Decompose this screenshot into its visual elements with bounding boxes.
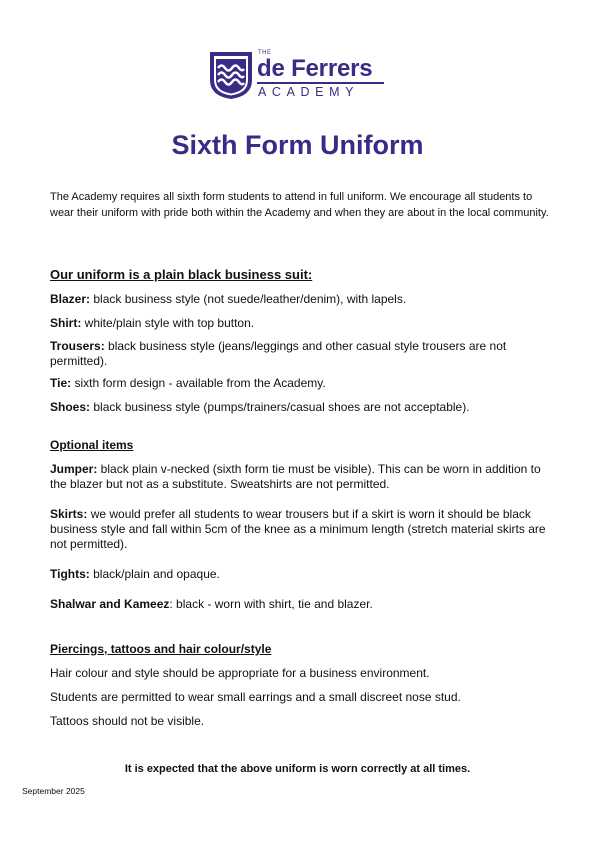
- item-text: : black - worn with shirt, tie and blazer.: [169, 597, 373, 611]
- tattoos-rule-text: Tattoos should not be visible.: [50, 714, 205, 728]
- intro-paragraph: The Academy requires all sixth form students to attend in full uniform. We encourage all students to wear their uniform with pride both within the Academy and when they are about in the local community.: [50, 191, 549, 219]
- item-label: Blazer:: [50, 292, 91, 306]
- suit-heading: Our uniform is a plain black business suit:: [50, 267, 313, 282]
- item-label: Skirts:: [50, 507, 88, 521]
- item-label: Shoes:: [50, 400, 91, 414]
- uniform-item-tie: [50, 376, 550, 391]
- optional-item-jumper: [50, 462, 550, 492]
- item-label: Tie:: [50, 376, 72, 390]
- optional-item-tights: [50, 567, 550, 582]
- uniform-item-shirt: [50, 316, 550, 331]
- item-text: black business style (not suede/leather/denim), with lapels.: [90, 292, 407, 306]
- hair-rule-text: Hair colour and style should be appropriate for a business environment.: [50, 666, 430, 680]
- logo-name-text: de Ferrers: [257, 55, 373, 82]
- item-text: black business style (jeans/leggings and other casual style trousers are not permitted).: [50, 339, 507, 368]
- optional-heading: Optional items: [50, 438, 134, 452]
- optional-item-skirts: [50, 507, 550, 552]
- item-label: Shalwar and Kameez: [50, 597, 170, 611]
- item-label: Tights:: [50, 567, 90, 581]
- logo-the-text: THE: [258, 50, 272, 56]
- item-text: sixth form design - available from the Academy.: [71, 376, 326, 390]
- item-text: white/plain style with top button.: [81, 316, 255, 330]
- item-label: Trousers:: [50, 339, 105, 353]
- earrings-rule-text: Students are permitted to wear small earrings and a small discreet nose stud.: [50, 690, 461, 704]
- academy-logo: [208, 50, 388, 102]
- optional-item-shalwar-kameez: [50, 597, 550, 612]
- uniform-item-trousers: [50, 339, 550, 369]
- uniform-expectation-note: It is expected that the above uniform is worn correctly at all times.: [124, 763, 471, 775]
- uniform-item-shoes: [50, 400, 550, 415]
- item-text: black/plain and opaque.: [89, 567, 220, 581]
- item-text: we would prefer all students to wear trousers but if a skirt is worn it should be black business style and fall within 5cm of the knee as a minimum length (stretch material skirts are not permitted).: [50, 507, 546, 551]
- item-label: Jumper:: [50, 462, 98, 476]
- logo-academy-text: ACADEMY: [258, 85, 360, 99]
- item-text: black business style (pumps/trainers/casual shoes are not acceptable).: [90, 400, 470, 414]
- page-title: Sixth Form Uniform: [171, 130, 424, 160]
- document-date: September 2025: [22, 786, 85, 796]
- item-text: black plain v-necked (sixth form tie must be visible). This can be worn in addition to the blazer but not as a substitute. Sweatshirts are not permitted.: [50, 462, 541, 491]
- uniform-item-blazer: [50, 292, 550, 307]
- piercings-heading: Piercings, tattoos and hair colour/style: [50, 642, 272, 656]
- academy-crest-icon: [208, 50, 254, 100]
- item-label: Shirt:: [50, 316, 82, 330]
